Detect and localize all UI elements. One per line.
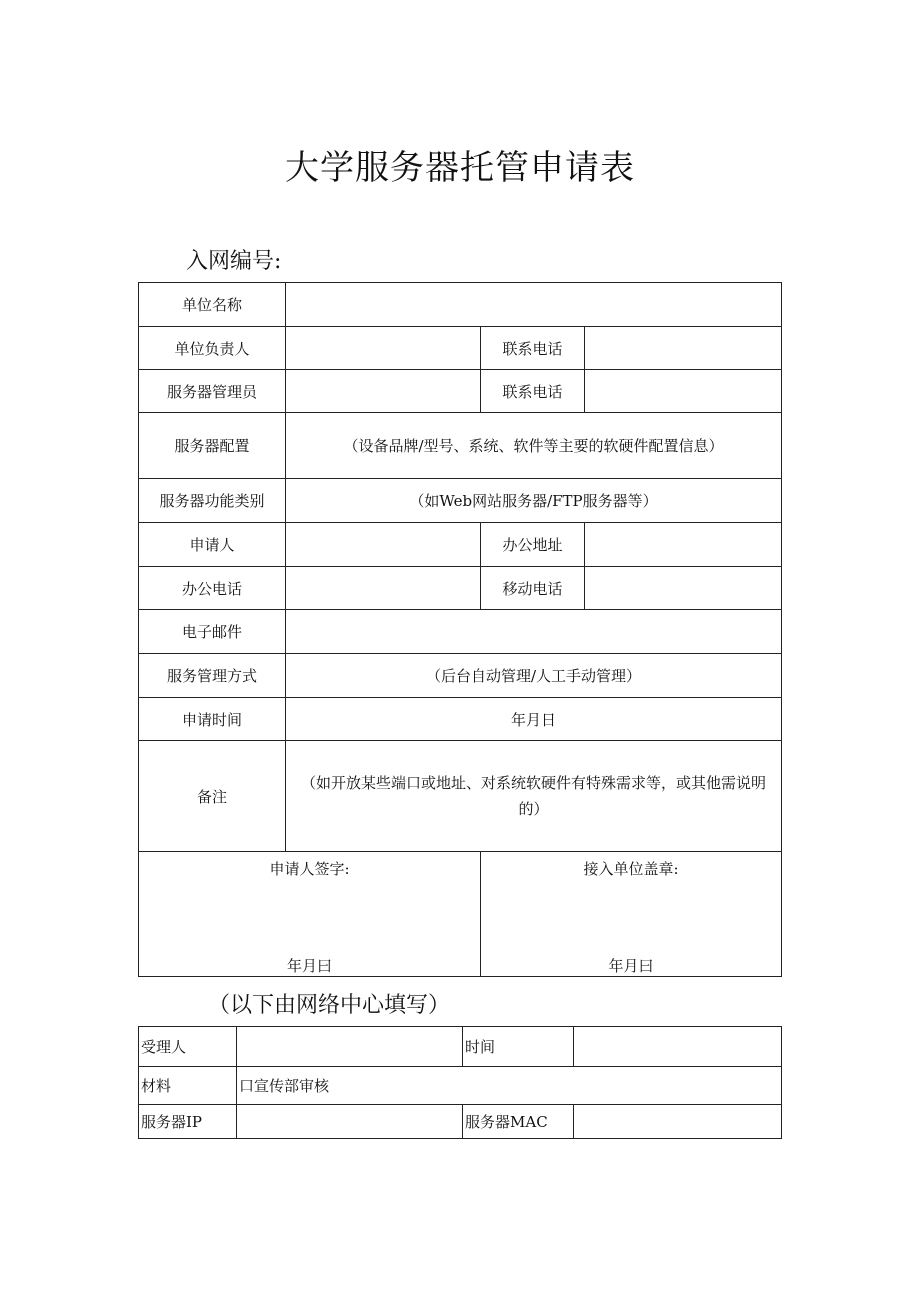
applicant-signature-date: 年月曰 [286,957,332,975]
server-config-label: 服务器配置 [139,413,286,479]
net-number-label: 入网编号: [186,249,282,274]
materials-field[interactable]: 口宣传部审核 [237,1067,782,1105]
email-label: 电子邮件 [139,610,286,654]
server-config-field[interactable]: （设备品牌/型号、系统、软件等主要的软硬件配置信息） [286,413,782,479]
email-field[interactable] [286,610,782,654]
receiver-label: 受理人 [139,1027,237,1067]
unit-name-label: 单位名称 [139,283,286,327]
manage-mode-label: 服务管理方式 [139,654,286,698]
unit-name-field[interactable] [286,283,782,327]
office-address-label: 办公地址 [481,523,585,567]
office-address-field[interactable] [585,523,782,567]
remarks-hint: （如开放某些端口或地址、对系统软硬件有特殊需求等，或其他需说明的） [301,774,767,818]
applicant-signature-cell[interactable] [139,852,481,977]
application-form-table [138,282,782,977]
time-label: 时间 [463,1027,574,1067]
server-mac-label: 服务器MAC [463,1105,574,1139]
contact-phone-label-2: 联系电话 [481,370,585,413]
unit-seal-label: 接入单位盖章: [583,860,679,878]
server-mac-field[interactable] [574,1105,782,1139]
page-title: 大学服务器托管申请表 [285,148,635,188]
remarks-label: 备注 [139,741,286,852]
mobile-phone-field[interactable] [585,567,782,610]
server-function-field[interactable]: （如Web网站服务器/FTP服务器等） [286,479,782,523]
unit-seal-cell[interactable] [481,852,782,977]
receiver-field[interactable] [237,1027,463,1067]
server-ip-field[interactable] [237,1105,463,1139]
mobile-phone-label: 移动电话 [481,567,585,610]
server-function-label: 服务器功能类别 [139,479,286,523]
materials-label: 材料 [139,1067,237,1105]
applicant-signature-label: 申请人签字: [269,860,350,878]
network-center-section-title: （以下由网络中心填写） [208,993,451,1018]
server-admin-label: 服务器管理员 [139,370,286,413]
office-phone-field[interactable] [286,567,481,610]
remarks-field[interactable] [286,741,782,852]
unit-leader-field[interactable] [286,327,481,370]
applicant-label: 申请人 [139,523,286,567]
apply-time-label: 申请时间 [139,698,286,741]
contact-phone-field-2[interactable] [585,370,782,413]
server-admin-field[interactable] [286,370,481,413]
network-center-table [138,1026,782,1139]
manage-mode-field[interactable]: （后台自动管理/人工手动管理） [286,654,782,698]
unit-seal-date: 年月曰 [608,957,654,975]
server-ip-label: 服务器IP [139,1105,237,1139]
apply-time-field[interactable]: 年月日 [286,698,782,741]
time-field[interactable] [574,1027,782,1067]
office-phone-label: 办公电话 [139,567,286,610]
applicant-field[interactable] [286,523,481,567]
contact-phone-label-1: 联系电话 [481,327,585,370]
contact-phone-field-1[interactable] [585,327,782,370]
unit-leader-label: 单位负责人 [139,327,286,370]
